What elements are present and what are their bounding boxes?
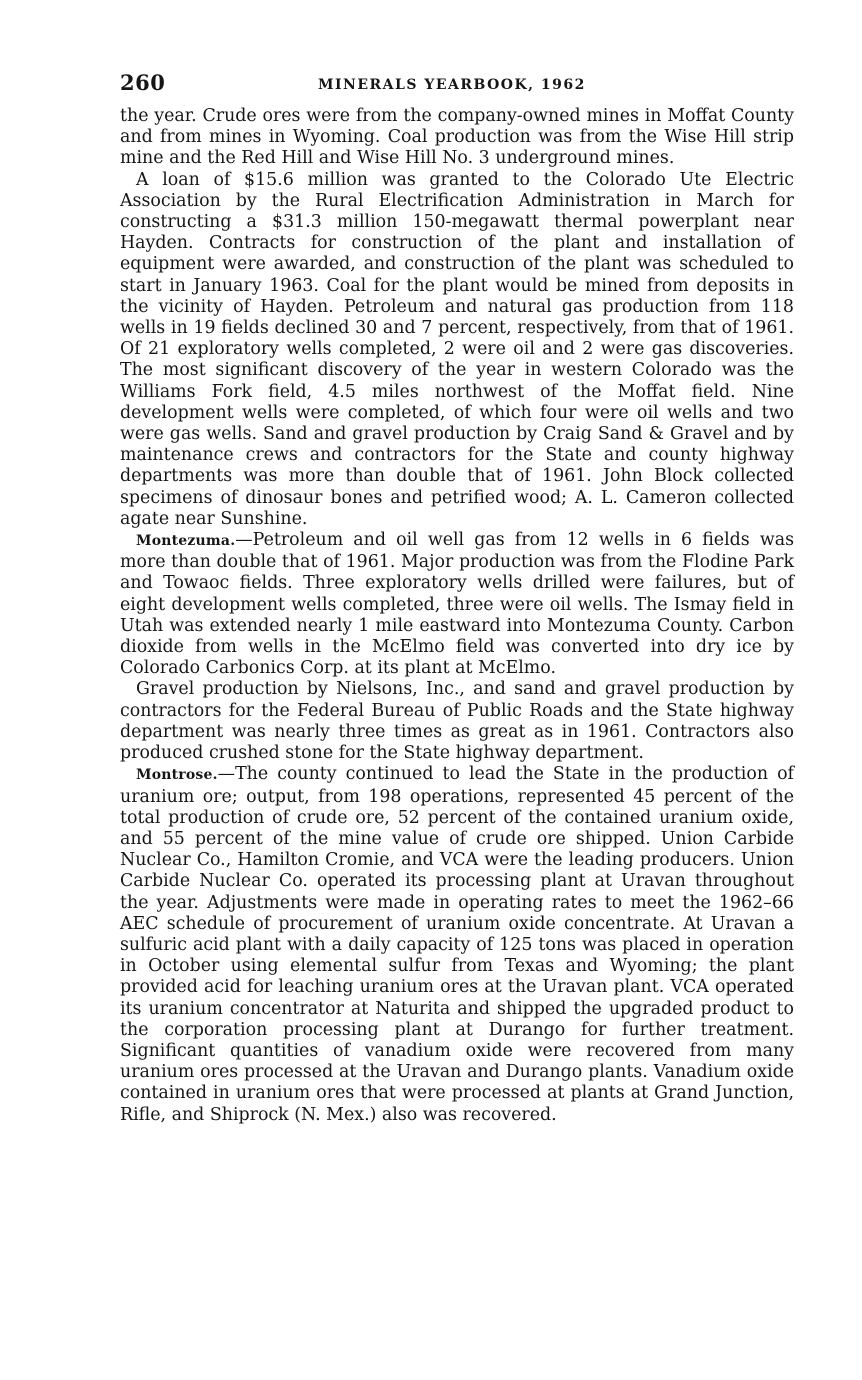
running-header [120, 70, 794, 106]
page-number: 260 [120, 70, 166, 95]
county-heading-montezuma: Montezuma. [136, 533, 236, 550]
paragraph-continued [120, 106, 794, 170]
paragraph-text: —The county continued to lead the State in the production of uranium ore; output, from 198 operations, represented 45 percent of the total production of crude ore, 52 percent of the contained uranium oxide, and 55 percent of the mine value of crude ore shipped. Union Carbide Nuclear Co., Hamilton Cromie, and VCA were the leading producers. Union Carbide Nuclear Co. operated its processing plant at Uravan throughout the year. Adjustments were made in operating rates to meet the 1962–66 AEC schedule of procurement of uranium oxide concentrate. At Uravan a sulfuric acid plant with a daily capacity of 125 tons was placed in operation in October using elemental sulfur from Texas and Wyoming; the plant provided acid for leaching uranium ores at the Uravan plant. VCA operated its uranium concentrator at Naturita and shipped the upgraded product to the corporation processing plant at Durango for further treatment. Significant quantities of vanadium oxide were recovered from many uranium ores processed at the Uravan and Durango plants. Vanadium oxide contained in uranium ores that were processed at plants at Grand Junction, Rifle, and Shiprock (N. Mex.) also was recovered. [120, 764, 794, 1125]
paragraph-text: the year. Crude ores were from the company-owned mines in Moffat County and from mines in Wyoming. Coal production was from the Wise Hill strip mine and the Red Hill and Wise Hill No. 3 underground mines. [120, 106, 794, 169]
body-text [120, 106, 794, 1126]
paragraph-montrose [120, 764, 794, 1125]
paragraph-text: —Petroleum and oil well gas from 12 wells in 6 fields was more than double that of 1961. Major production was from the Flodine Park and Towaoc fields. Three exploratory wells drilled were failures, but of eight development wells completed, three were oil wells. The Ismay field in Utah was extended nearly 1 mile eastward into Montezuma County. Carbon dioxide from wells in the McElmo field was converted into dry ice by Colorado Carbonics Corp. at its plant at McElmo. [120, 530, 794, 679]
paragraph-montezuma [120, 530, 794, 679]
county-heading-montrose: Montrose. [136, 767, 218, 784]
document-page [120, 70, 794, 1126]
paragraph-text: Gravel production by Nielsons, Inc., and sand and gravel production by contractors for the Federal Bureau of Public Roads and the State highway department was nearly three times as great as in 1961. Contractors also produced crushed stone for the State highway department. [120, 679, 794, 764]
paragraph-montezuma-gravel [120, 679, 794, 764]
paragraph-text: A loan of $15.6 million was granted to the Colorado Ute Electric Association by the Rural Electrification Administration in March for constructing a $31.3 million 150-megawatt thermal powerplant near Hayden. Contracts for construction of the plant and installation of equipment were awarded, and construction of the plant was scheduled to start in January 1963. Coal for the plant would be mined from deposits in the vicinity of Hayden. Petroleum and natural gas production from 118 wells in 19 fields declined 30 and 7 percent, respectively, from that of 1961. Of 21 exploratory wells completed, 2 were oil and 2 were gas discoveries. The most significant discovery of the year in western Colorado was the Williams Fork field, 4.5 miles northwest of the Moffat field. Nine development wells were completed, of which four were oil wells and two were gas wells. Sand and gravel production by Craig Sand & Gravel and by maintenance crews and contractors for the State and county highway departments was more than double that of 1961. John Block collected specimens of dinosaur bones and petrified wood; A. L. Cameron collected agate near Sunshine. [120, 169, 794, 529]
running-title: MINERALS YEARBOOK, 1962 [318, 77, 586, 93]
paragraph-moffat-loan [120, 170, 794, 530]
